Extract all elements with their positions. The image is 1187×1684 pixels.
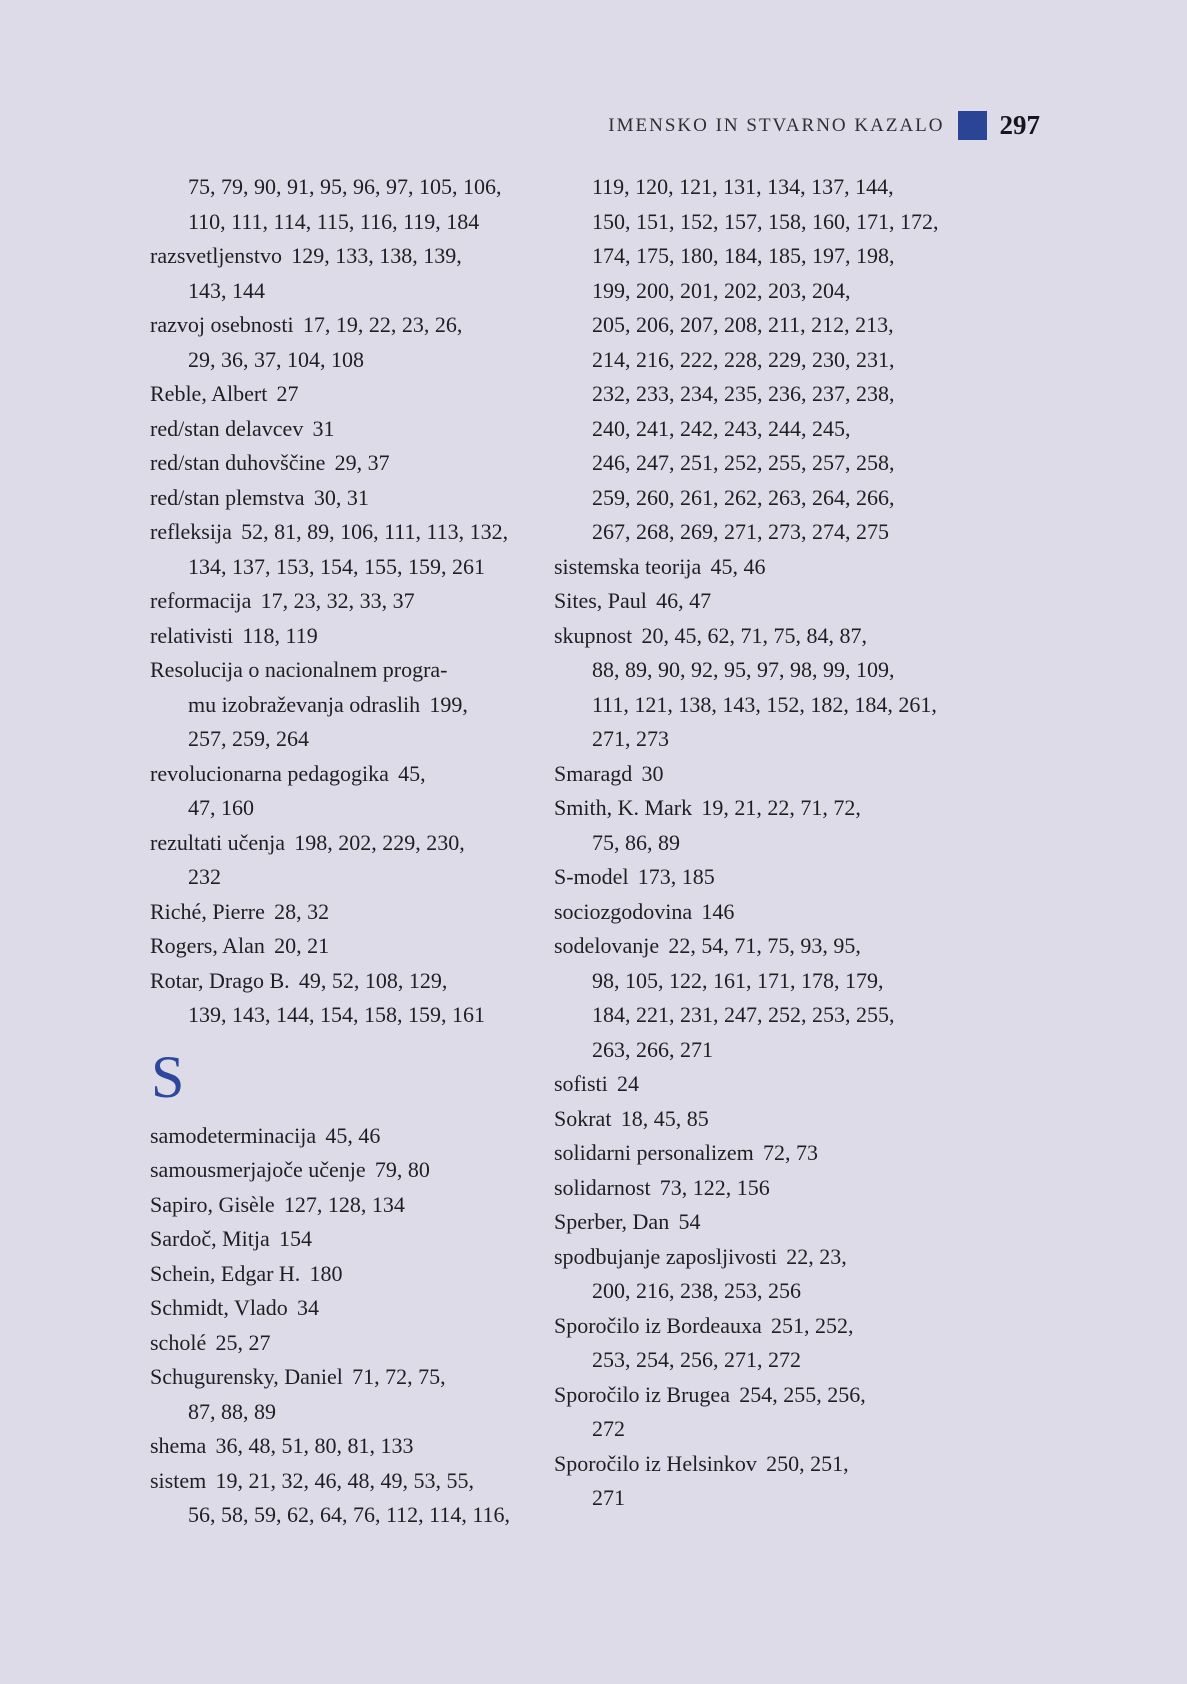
index-term: skupnost: [554, 622, 633, 648]
index-line: [554, 722, 945, 757]
index-line: [554, 1378, 945, 1413]
index-term: Sokrat: [554, 1105, 612, 1131]
index-pages: 17, 23, 32, 33, 37: [260, 588, 415, 613]
index-pages: 174, 175, 180, 184, 185, 197, 198,: [592, 243, 895, 268]
index-line: [150, 1464, 541, 1499]
index-term: sofisti: [554, 1071, 608, 1096]
index-pages: 88, 89, 90, 92, 95, 97, 98, 99, 109,: [592, 657, 895, 682]
index-term: samousmerjajoče učenje: [150, 1157, 366, 1182]
index-term: revolucionarna pedagogika: [150, 760, 389, 786]
index-line: [150, 1257, 541, 1292]
index-pages: 214, 216, 222, 228, 229, 230, 231,: [592, 346, 895, 372]
index-pages: 46, 47: [656, 588, 712, 613]
index-pages: 45,: [398, 760, 426, 786]
index-line: [150, 170, 541, 205]
index-term: samodeterminacija: [150, 1122, 317, 1148]
index-pages: 22, 23,: [786, 1243, 847, 1269]
index-pages: 205, 206, 207, 208, 211, 212, 213,: [592, 312, 894, 337]
index-line: [150, 653, 541, 688]
index-pages: 45, 46: [325, 1122, 381, 1148]
index-term: razsvetljenstvo: [150, 243, 282, 268]
index-line: [554, 205, 945, 240]
page-header: [0, 110, 1040, 141]
index-term: spodbujanje zaposljivosti: [554, 1243, 778, 1269]
index-term: sistem: [150, 1467, 207, 1493]
index-pages: 139, 143, 144, 154, 158, 159, 161: [188, 1002, 485, 1027]
index-pages: 45, 46: [710, 553, 766, 579]
index-line: [554, 1067, 945, 1102]
index-line: [554, 1447, 945, 1482]
index-pages: 30, 31: [313, 484, 369, 510]
index-line: [554, 791, 945, 826]
index-term: solidarnost: [554, 1174, 651, 1200]
index-pages: 271: [592, 1485, 625, 1510]
index-column-right: [554, 170, 945, 1533]
index-pages: 184, 221, 231, 247, 252, 253, 255,: [592, 1002, 895, 1027]
index-line: [150, 998, 541, 1033]
index-line: [554, 998, 945, 1033]
index-pages: 28, 32: [274, 898, 330, 924]
index-line: [554, 653, 945, 688]
index-pages: 73, 122, 156: [659, 1174, 770, 1200]
index-line: [150, 757, 541, 792]
index-line: [554, 1136, 945, 1171]
index-pages: 272: [592, 1416, 625, 1441]
index-term: scholé: [150, 1329, 207, 1355]
index-term: sodelovanje: [554, 933, 660, 958]
index-pages: 56, 58, 59, 62, 64, 76, 112, 114, 116,: [188, 1502, 511, 1527]
index-pages: 150, 151, 152, 157, 158, 160, 171, 172,: [592, 208, 939, 234]
index-pages: 52, 81, 89, 106, 111, 113, 132,: [241, 519, 509, 544]
index-line: [150, 1291, 541, 1326]
index-term: Sites, Paul: [554, 588, 647, 613]
index-pages: 232: [188, 864, 221, 889]
index-pages: 199, 200, 201, 202, 203, 204,: [592, 277, 851, 303]
index-line: [554, 1240, 945, 1275]
index-line: [150, 481, 541, 516]
index-term: Sperber, Dan: [554, 1209, 670, 1234]
index-line: [150, 446, 541, 481]
index-line: [554, 688, 945, 723]
index-term: Sporočilo iz Brugea: [554, 1381, 730, 1407]
index-line: [554, 550, 945, 585]
index-pages: 20, 45, 62, 71, 75, 84, 87,: [641, 622, 867, 648]
index-term: Sporočilo iz Bordeauxa: [554, 1312, 762, 1338]
index-line: [150, 895, 541, 930]
section-letter-S: S: [151, 1043, 185, 1110]
index-term: Resolucija o nacionalnem progra-: [150, 657, 448, 682]
index-pages: 259, 260, 261, 262, 263, 264, 266,: [592, 484, 895, 510]
index-pages: 143, 144: [188, 277, 265, 303]
index-pages: 30: [641, 760, 664, 786]
index-column-left: [150, 170, 541, 1533]
index-term: refleksija: [150, 519, 232, 544]
index-pages: 111, 121, 138, 143, 152, 182, 184, 261,: [592, 691, 937, 717]
index-line: [150, 1222, 541, 1257]
index-line: [554, 239, 945, 274]
index-term: razvoj osebnosti: [150, 312, 294, 337]
index-line: [554, 1205, 945, 1240]
index-pages: 146: [701, 898, 735, 924]
index-pages: 198, 202, 229, 230,: [294, 829, 465, 855]
index-line: [150, 619, 541, 654]
header-title: IMENSKO IN STVARNO KAZALO: [608, 114, 945, 136]
index-pages: 173, 185: [637, 864, 715, 889]
index-pages: 17, 19, 22, 23, 26,: [302, 312, 463, 337]
index-pages: 19, 21, 32, 46, 48, 49, 53, 55,: [215, 1467, 474, 1493]
index-term: Riché, Pierre: [150, 898, 265, 924]
index-pages: 75, 79, 90, 91, 95, 96, 97, 105, 106,: [188, 174, 502, 199]
index-pages: 254, 255, 256,: [739, 1381, 866, 1407]
index-pages: 54: [678, 1209, 701, 1234]
index-line: [554, 1102, 945, 1137]
index-term: Sapiro, Gisèle: [150, 1191, 275, 1217]
index-pages: 246, 247, 251, 252, 255, 257, 258,: [592, 450, 895, 475]
index-line: [554, 481, 945, 516]
index-line: [150, 1360, 541, 1395]
index-term: Schein, Edgar H.: [150, 1260, 301, 1286]
index-term: sistemska teorija: [554, 553, 702, 579]
index-term: solidarni personalizem: [554, 1140, 754, 1165]
index-line: [150, 1188, 541, 1223]
index-pages: 19, 21, 22, 71, 72,: [701, 795, 861, 820]
index-term: Rogers, Alan: [150, 933, 265, 958]
index-line: [150, 1153, 541, 1188]
index-pages: 110, 111, 114, 115, 116, 119, 184: [188, 208, 480, 234]
index-line: [150, 929, 541, 964]
index-term: reformacija: [150, 588, 252, 613]
index-term: shema: [150, 1433, 207, 1458]
index-line: [554, 515, 945, 550]
index-pages: 253, 254, 256, 271, 272: [592, 1347, 801, 1372]
index-pages: 47, 160: [188, 795, 254, 820]
index-pages: 49, 52, 108, 129,: [298, 967, 448, 993]
index-line: [150, 550, 541, 585]
index-pages: 18, 45, 85: [620, 1105, 709, 1131]
index-line: [554, 964, 945, 999]
index-term: relativisti: [150, 622, 234, 648]
index-term: Schugurensky, Daniel: [150, 1364, 343, 1389]
index-line: [554, 1481, 945, 1516]
index-line: [150, 826, 541, 861]
index-pages: 263, 266, 271: [592, 1036, 713, 1062]
index-pages: 257, 259, 264: [188, 726, 309, 751]
index-pages: 127, 128, 134: [283, 1191, 405, 1217]
index-line: [554, 343, 945, 378]
index-line: [554, 584, 945, 619]
index-term: Reble, Albert: [150, 381, 268, 406]
index-term: rezultati učenja: [150, 829, 285, 855]
index-pages: 75, 86, 89: [592, 829, 680, 855]
blue-square-icon: [958, 111, 987, 140]
index-line: [554, 308, 945, 343]
index-term: red/stan plemstva: [150, 484, 305, 510]
index-line: [554, 170, 945, 205]
index-pages: 24: [617, 1071, 640, 1096]
index-pages: 20, 21: [274, 933, 330, 958]
index-pages: 154: [279, 1226, 312, 1251]
index-line: [150, 584, 541, 619]
index-line: [554, 826, 945, 861]
index-line: [150, 1395, 541, 1430]
index-line: [554, 1171, 945, 1206]
index-line: [554, 1033, 945, 1068]
index-pages: 267, 268, 269, 271, 273, 274, 275: [592, 519, 889, 544]
index-term: mu izobraževanja odraslih: [188, 691, 421, 717]
index-pages: 25, 27: [215, 1329, 271, 1355]
index-pages: 200, 216, 238, 253, 256: [592, 1278, 801, 1303]
index-pages: 250, 251,: [766, 1450, 849, 1476]
index-term: Schmidt, Vlado: [150, 1295, 288, 1320]
index-pages: 87, 88, 89: [188, 1398, 276, 1424]
index-pages: 240, 241, 242, 243, 244, 245,: [592, 415, 851, 441]
index-term: red/stan duhovščine: [150, 450, 326, 475]
index-line: [150, 722, 541, 757]
index-line: [554, 412, 945, 447]
index-term: Sardoč, Mitja: [150, 1226, 270, 1251]
index-line: [150, 1119, 541, 1154]
index-term: Smith, K. Mark: [554, 795, 693, 820]
index-pages: 129, 133, 138, 139,: [291, 243, 462, 268]
index-pages: 118, 119: [242, 622, 318, 648]
index-line: [150, 964, 541, 999]
index-line: [554, 1309, 945, 1344]
index-pages: 29, 36, 37, 104, 108: [188, 346, 364, 372]
index-pages: 199,: [429, 691, 468, 717]
index-term: red/stan delavcev: [150, 415, 304, 441]
index-line: [554, 757, 945, 792]
index-pages: 119, 120, 121, 131, 134, 137, 144,: [592, 174, 894, 199]
index-line: [150, 377, 541, 412]
index-line: [554, 1274, 945, 1309]
index-line: [554, 274, 945, 309]
index-term: S-model: [554, 864, 629, 889]
index-pages: 34: [296, 1295, 319, 1320]
index-line: [150, 343, 541, 378]
index-line: [150, 205, 541, 240]
index-line: [150, 791, 541, 826]
index-line: [150, 239, 541, 274]
index-line: [150, 515, 541, 550]
index-line: [554, 619, 945, 654]
index-pages: 271, 273: [592, 726, 669, 751]
index-pages: 36, 48, 51, 80, 81, 133: [215, 1433, 414, 1458]
index-line: [150, 1429, 541, 1464]
index-columns: [150, 170, 945, 1533]
index-pages: 251, 252,: [770, 1312, 854, 1338]
index-line: [150, 308, 541, 343]
index-term: Rotar, Drago B.: [150, 967, 290, 993]
index-pages: 29, 37: [334, 450, 390, 475]
index-pages: 232, 233, 234, 235, 236, 237, 238,: [592, 381, 895, 406]
index-pages: 79, 80: [374, 1157, 430, 1182]
index-pages: 180: [309, 1260, 343, 1286]
index-line: [150, 274, 541, 309]
index-term: Sporočilo iz Helsinkov: [554, 1450, 757, 1476]
index-line: [554, 377, 945, 412]
index-line: [554, 860, 945, 895]
index-line: [150, 860, 541, 895]
index-line: [150, 688, 541, 723]
index-term: sociozgodovina: [554, 898, 693, 924]
index-pages: 27: [276, 381, 299, 406]
index-line: [554, 1343, 945, 1378]
index-line: [554, 929, 945, 964]
index-line: [554, 446, 945, 481]
index-line: [554, 1412, 945, 1447]
index-pages: 31: [312, 415, 335, 441]
index-pages: 72, 73: [763, 1140, 819, 1165]
index-pages: 22, 54, 71, 75, 93, 95,: [668, 933, 861, 958]
index-pages: 98, 105, 122, 161, 171, 178, 179,: [592, 967, 884, 993]
index-line: [150, 412, 541, 447]
index-line: [554, 895, 945, 930]
index-pages: 71, 72, 75,: [352, 1364, 446, 1389]
index-line: [150, 1326, 541, 1361]
index-term: Smaragd: [554, 760, 633, 786]
page-number: 297: [999, 110, 1040, 140]
index-line: [150, 1498, 541, 1533]
index-pages: 134, 137, 153, 154, 155, 159, 261: [188, 553, 485, 579]
